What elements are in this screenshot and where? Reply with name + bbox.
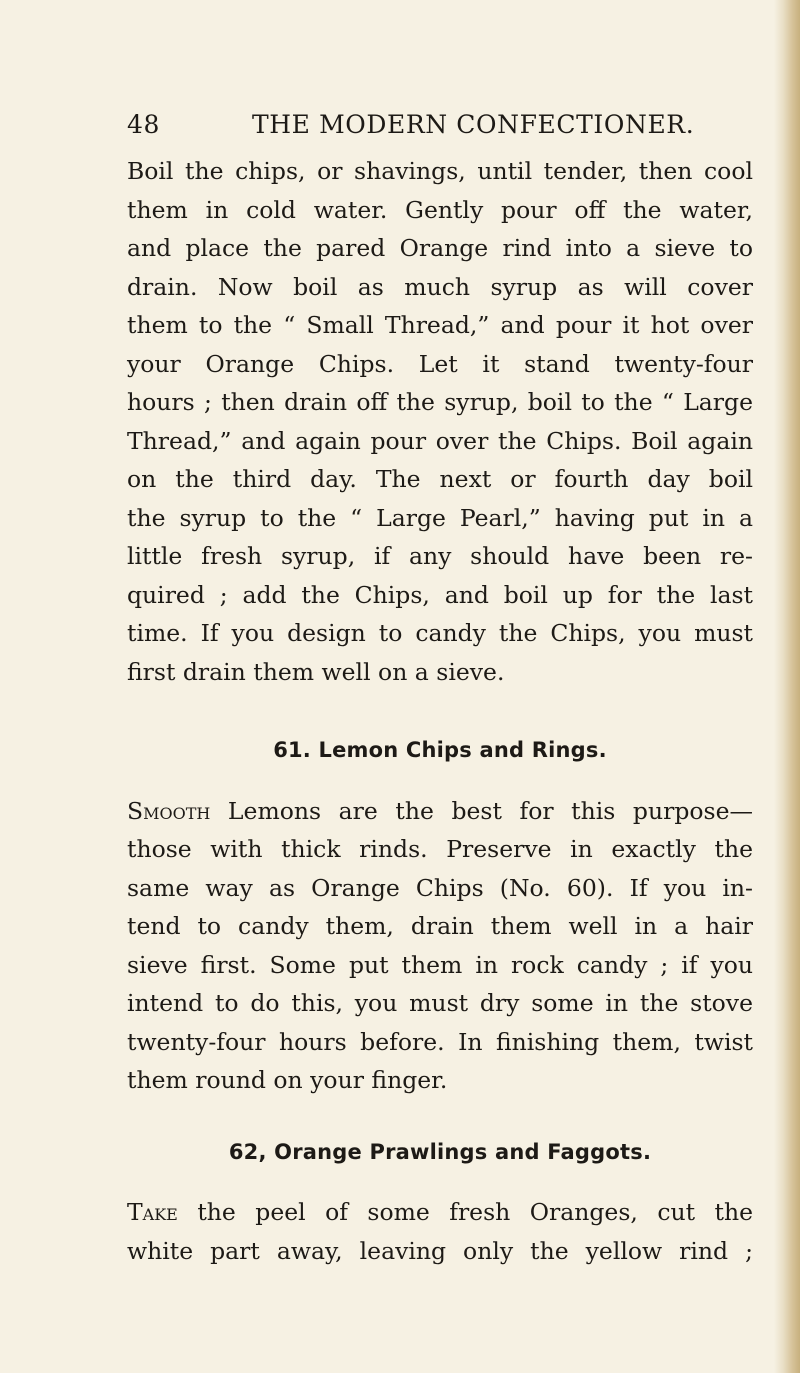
running-head — [127, 110, 747, 140]
text-line: hours ; then drain off the syrup, boil to the “ Large — [127, 388, 753, 416]
page-number: 48 — [127, 110, 161, 139]
text-line-rest: the peel of some fresh Oranges, cut the — [177, 1198, 753, 1226]
text-line: your Orange Chips. Let it stand twenty-four — [127, 349, 753, 378]
text-line: same way as Orange Chips (No. 60). If you in- — [127, 873, 753, 902]
section-heading-61: 61. Lemon Chips and Rings. — [273, 738, 607, 762]
paragraph-lemon-chips — [127, 792, 753, 1100]
text-line: on the third day. The next or fourth day boil — [127, 465, 753, 493]
text-line: sieve first. Some put them in rock candy ; if you — [127, 950, 753, 979]
text-line: twenty-four hours before. In finishing them, twist — [127, 1027, 753, 1056]
text-line — [127, 792, 753, 831]
paragraph-chips — [127, 152, 753, 691]
text-line: time. If you design to candy the Chips, you must — [127, 619, 753, 647]
text-line: Boil the chips, or shavings, until tender, then cool — [127, 157, 753, 185]
text-line: and place the pared Orange rind into a sieve to — [127, 234, 753, 262]
text-line: those with thick rinds. Preserve in exactly the — [127, 835, 753, 863]
text-line: Thread,” and again pour over the Chips. Boil again — [127, 426, 753, 455]
text-line: little fresh syrup, if any should have been re- — [127, 542, 753, 570]
text-line — [127, 1193, 753, 1232]
running-title: THE MODERN CONFECTIONER. — [252, 110, 695, 139]
text-line: first drain them well on a sieve. — [127, 657, 505, 686]
text-line: them in cold water. Gently pour off the water, — [127, 195, 753, 224]
section-heading-62: 62, Orange Prawlings and Faggots. — [228, 1139, 652, 1164]
text-line: tend to candy them, drain them well in a hair — [127, 912, 753, 940]
text-line: drain. Now boil as much syrup as will cover — [127, 272, 753, 301]
body-text — [127, 152, 753, 1270]
text-line: them round on your finger. — [127, 1066, 448, 1094]
text-line: them to the “ Small Thread,” and pour it hot over — [127, 311, 753, 339]
text-line: the syrup to the “ Large Pearl,” having put in a — [127, 503, 753, 532]
small-caps-lead-word: Smooth — [127, 796, 211, 825]
text-line: intend to do this, you must dry some in the stove — [127, 989, 753, 1017]
page-edge-shading — [774, 0, 800, 1373]
text-line: quired ; add the Chips, and boil up for the last — [127, 580, 753, 609]
text-line: white part away, leaving only the yellow rind ; — [127, 1236, 753, 1265]
text-line-rest: Lemons are the best for this purpose— — [210, 796, 753, 825]
small-caps-lead-word: Take — [127, 1198, 178, 1226]
paragraph-orange-prawlings — [127, 1193, 753, 1270]
